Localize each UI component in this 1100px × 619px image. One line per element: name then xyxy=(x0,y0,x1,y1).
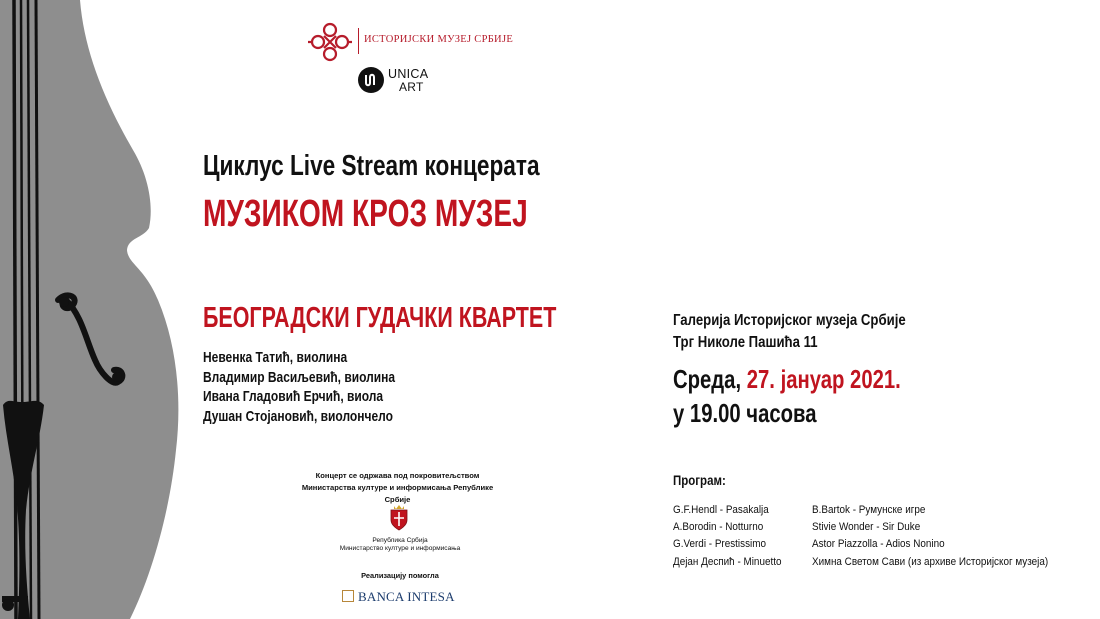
cello-graphic xyxy=(0,0,190,619)
cycle-title xyxy=(203,150,634,183)
event-date-value: 27. јануар 2021. xyxy=(746,364,901,394)
program-item: Stivie Wonder - Sir Duke xyxy=(812,521,921,534)
venue-address: Трг Николе Пашића 11 xyxy=(673,334,818,351)
ministry-line-1: Република Србија xyxy=(372,537,428,544)
member-item: Ивана Гладовић Ерчић, виола xyxy=(203,388,384,405)
program-item: Astor Piazzolla - Adios Nonino xyxy=(812,538,945,551)
event-day: Среда, xyxy=(673,364,742,394)
member-item: Невенка Татић, виолина xyxy=(203,349,348,366)
ensemble-title xyxy=(203,302,680,335)
program-title: Програм: xyxy=(673,472,726,488)
program-item: Дејан Деспић - Minuetto xyxy=(673,555,782,568)
program-list-right xyxy=(812,502,1074,571)
series-title xyxy=(203,193,642,236)
ministry-label xyxy=(330,537,470,553)
series-title-text: МУЗИКОМ КРОЗ МУЗЕЈ xyxy=(203,193,528,235)
unica-art-logo xyxy=(358,66,468,100)
art-line: ART xyxy=(399,80,424,94)
event-time: у 19.00 часова xyxy=(673,398,817,428)
museum-logo xyxy=(306,18,514,66)
member-item: Душан Стојановић, виолончело xyxy=(203,407,393,425)
venue-info xyxy=(673,310,947,354)
banca-intesa-text: BANCA INTESA xyxy=(358,589,455,604)
venue-name: Галерија Историјског музеја Србије xyxy=(673,312,906,329)
member-item: Владимир Васиљевић, виолина xyxy=(203,368,396,386)
unica-art-logo-icon xyxy=(358,67,384,93)
program-item: A.Borodin - Notturno xyxy=(673,521,764,534)
members-list xyxy=(203,348,443,426)
ministry-line-2: Министарство културе и информисања xyxy=(339,545,461,552)
banca-intesa-logo xyxy=(342,589,462,605)
event-date xyxy=(673,362,965,430)
program-item: Химна Светом Сави (из архиве Историјског музеја) xyxy=(812,555,1049,568)
unica-line: UNICA xyxy=(388,67,429,81)
program-item: G.F.Hendl - Pasakalja xyxy=(673,504,769,516)
program-item: G.Verdi - Prestissimo xyxy=(673,538,766,551)
patronage-line-2: Министарства културе и информисања Републике Србије xyxy=(301,483,494,504)
ensemble-title-text: БЕОГРАДСКИ ГУДАЧКИ КВАРТЕТ xyxy=(203,302,557,334)
museum-logo-divider xyxy=(358,28,359,54)
museum-logo-text: ИСТОРИЈСКИ МУЗЕЈ СРБИЈЕ xyxy=(364,34,514,45)
support-label: Реализацију помогла xyxy=(361,571,439,580)
unica-art-logo-text xyxy=(388,68,428,94)
program-item: B.Bartok - Румунске игре xyxy=(812,504,926,516)
serbia-coat-of-arms-icon xyxy=(388,504,410,532)
patronage-text xyxy=(290,470,505,506)
program-list-left xyxy=(673,502,794,571)
patronage-line-1: Концерт се одржава под покровитељством xyxy=(315,471,480,480)
banca-intesa-logo-icon xyxy=(342,590,354,602)
museum-logo-icon xyxy=(306,18,354,66)
cycle-title-text: Циклус Live Stream концерата xyxy=(203,150,540,182)
